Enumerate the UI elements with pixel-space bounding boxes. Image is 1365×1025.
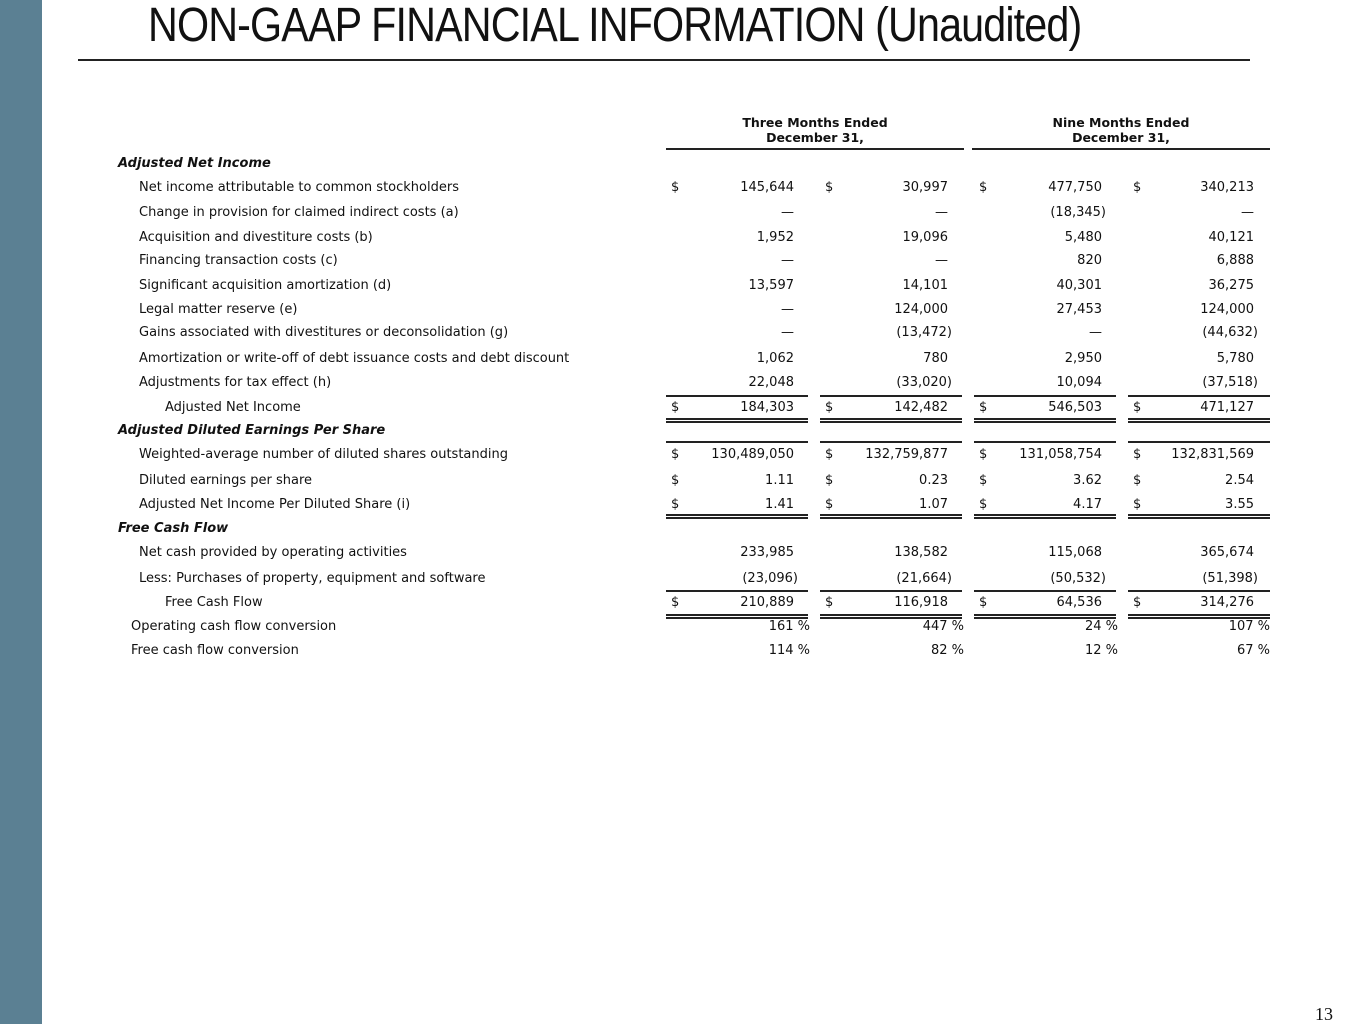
value-cell: 3.55 <box>1225 497 1254 512</box>
header-three-months-line1: Three Months Ended <box>742 115 888 130</box>
value-cell: 1.11 <box>765 473 794 488</box>
header-three-months-rule <box>666 148 964 150</box>
underline-rule <box>1128 418 1270 420</box>
value-cell: 24 % <box>1084 619 1118 634</box>
header-three-months <box>666 115 964 145</box>
underline-rule <box>1128 617 1270 619</box>
currency-symbol: $ <box>1133 595 1142 610</box>
underline-rule <box>666 514 808 516</box>
value-cell: 340,213 <box>1200 180 1254 195</box>
value-cell: 1.41 <box>765 497 794 512</box>
value-cell: 4.17 <box>1073 497 1102 512</box>
value-cell: 780 <box>923 351 948 366</box>
page-number: 13 <box>1315 1004 1333 1024</box>
currency-symbol: $ <box>671 447 680 462</box>
value-cell: 82 % <box>930 643 964 658</box>
value-cell: (13,472) <box>896 325 952 340</box>
value-cell: — <box>935 253 948 268</box>
section-heading: Free Cash Flow <box>118 521 229 536</box>
value-cell: 13,597 <box>748 278 794 293</box>
value-cell: 30,997 <box>902 180 948 195</box>
currency-symbol: $ <box>1133 447 1142 462</box>
value-cell: 40,121 <box>1208 230 1254 245</box>
value-cell: — <box>781 253 794 268</box>
value-cell: 131,058,754 <box>1019 447 1102 462</box>
value-cell: 477,750 <box>1048 180 1102 195</box>
value-cell: 124,000 <box>1200 302 1254 317</box>
value-cell: 233,985 <box>740 545 794 560</box>
currency-symbol: $ <box>979 595 988 610</box>
currency-symbol: $ <box>825 497 834 512</box>
value-cell: 471,127 <box>1200 400 1254 415</box>
value-cell: 22,048 <box>748 375 794 390</box>
underline-rule <box>666 517 808 519</box>
value-cell: — <box>781 205 794 220</box>
value-cell: 1.07 <box>919 497 948 512</box>
value-cell: 138,582 <box>894 545 948 560</box>
header-nine-months-rule <box>972 148 1270 150</box>
currency-symbol: $ <box>979 447 988 462</box>
underline-rule <box>974 441 1116 443</box>
value-cell: — <box>1089 325 1102 340</box>
value-cell: 145,644 <box>740 180 794 195</box>
underline-rule <box>974 517 1116 519</box>
currency-symbol: $ <box>671 595 680 610</box>
header-three-months-line2: December 31, <box>766 130 864 145</box>
underline-rule <box>820 441 962 443</box>
currency-symbol: $ <box>979 400 988 415</box>
value-cell: 64,536 <box>1056 595 1102 610</box>
underline-rule <box>820 517 962 519</box>
value-cell: 5,480 <box>1064 230 1102 245</box>
value-cell: 447 % <box>922 619 964 634</box>
header-nine-months-line2: December 31, <box>1072 130 1170 145</box>
currency-symbol: $ <box>979 180 988 195</box>
value-cell: — <box>935 205 948 220</box>
underline-rule <box>666 441 808 443</box>
row-label: Adjustments for tax effect (h) <box>139 375 332 390</box>
underline-rule <box>666 614 808 616</box>
underline-rule <box>974 614 1116 616</box>
value-cell: 116,918 <box>894 595 948 610</box>
underline-rule <box>666 421 808 423</box>
currency-symbol: $ <box>1133 497 1142 512</box>
row-label: Free Cash Flow <box>165 595 263 610</box>
value-cell: 142,482 <box>894 400 948 415</box>
header-nine-months-line1: Nine Months Ended <box>1052 115 1190 130</box>
currency-symbol: $ <box>671 473 680 488</box>
row-label: Free cash flow conversion <box>131 643 299 658</box>
value-cell: 0.23 <box>919 473 948 488</box>
value-cell: 365,674 <box>1200 545 1254 560</box>
value-cell: 114 % <box>768 643 810 658</box>
value-cell: (50,532) <box>1050 571 1106 586</box>
underline-rule <box>974 418 1116 420</box>
value-cell: 5,780 <box>1216 351 1254 366</box>
underline-rule <box>820 514 962 516</box>
row-label: Amortization or write-off of debt issuance costs and debt discount <box>139 351 570 366</box>
value-cell: 19,096 <box>902 230 948 245</box>
value-cell: 6,888 <box>1216 253 1254 268</box>
value-cell: (33,020) <box>896 375 952 390</box>
underline-rule <box>1128 614 1270 616</box>
currency-symbol: $ <box>979 497 988 512</box>
value-cell: 2,950 <box>1064 351 1102 366</box>
side-accent-bar <box>0 0 42 1024</box>
row-label: Change in provision for claimed indirect costs (a) <box>139 205 459 220</box>
value-cell: 820 <box>1077 253 1102 268</box>
underline-rule <box>1128 514 1270 516</box>
value-cell: 161 % <box>768 619 810 634</box>
row-label: Gains associated with divestitures or deconsolidation (g) <box>139 325 509 340</box>
currency-symbol: $ <box>825 180 834 195</box>
title-underline <box>78 59 1250 61</box>
currency-symbol: $ <box>671 180 680 195</box>
value-cell: (44,632) <box>1202 325 1258 340</box>
value-cell: 1,952 <box>756 230 794 245</box>
value-cell: — <box>781 325 794 340</box>
row-label: Financing transaction costs (c) <box>139 253 338 268</box>
underline-rule <box>1128 590 1270 592</box>
underline-rule <box>1128 441 1270 443</box>
value-cell: (23,096) <box>742 571 798 586</box>
value-cell: (51,398) <box>1202 571 1258 586</box>
currency-symbol: $ <box>1133 473 1142 488</box>
row-label: Acquisition and divestiture costs (b) <box>139 230 373 245</box>
currency-symbol: $ <box>1133 400 1142 415</box>
value-cell: (37,518) <box>1202 375 1258 390</box>
value-cell: 2.54 <box>1225 473 1254 488</box>
value-cell: 36,275 <box>1208 278 1254 293</box>
row-label: Operating cash flow conversion <box>131 619 337 634</box>
value-cell: 184,303 <box>740 400 794 415</box>
value-cell: 314,276 <box>1200 595 1254 610</box>
underline-rule <box>666 395 808 397</box>
value-cell: 115,068 <box>1048 545 1102 560</box>
currency-symbol: $ <box>671 497 680 512</box>
value-cell: 3.62 <box>1073 473 1102 488</box>
value-cell: 67 % <box>1236 643 1270 658</box>
underline-rule <box>666 590 808 592</box>
section-heading: Adjusted Diluted Earnings Per Share <box>118 423 386 438</box>
value-cell: — <box>1241 205 1254 220</box>
value-cell: 12 % <box>1084 643 1118 658</box>
row-label: Diluted earnings per share <box>139 473 313 488</box>
row-label: Weighted-average number of diluted shares outstanding <box>139 447 508 462</box>
currency-symbol: $ <box>825 473 834 488</box>
value-cell: 10,094 <box>1056 375 1102 390</box>
value-cell: 132,831,569 <box>1171 447 1254 462</box>
underline-rule <box>1128 517 1270 519</box>
value-cell: 14,101 <box>902 278 948 293</box>
value-cell: 107 % <box>1228 619 1270 634</box>
underline-rule <box>1128 395 1270 397</box>
value-cell: 210,889 <box>740 595 794 610</box>
row-label: Significant acquisition amortization (d) <box>139 278 392 293</box>
value-cell: (18,345) <box>1050 205 1106 220</box>
currency-symbol: $ <box>825 447 834 462</box>
underline-rule <box>820 395 962 397</box>
currency-symbol: $ <box>671 400 680 415</box>
currency-symbol: $ <box>1133 180 1142 195</box>
underline-rule <box>820 590 962 592</box>
currency-symbol: $ <box>825 400 834 415</box>
row-label: Legal matter reserve (e) <box>139 302 298 317</box>
page-title: NON-GAAP FINANCIAL INFORMATION (Unaudited) <box>148 0 1082 52</box>
underline-rule <box>820 614 962 616</box>
currency-symbol: $ <box>825 595 834 610</box>
value-cell: 40,301 <box>1056 278 1102 293</box>
underline-rule <box>820 421 962 423</box>
value-cell: — <box>781 302 794 317</box>
row-label: Adjusted Net Income <box>165 400 301 415</box>
underline-rule <box>820 418 962 420</box>
value-cell: 1,062 <box>756 351 794 366</box>
underline-rule <box>1128 421 1270 423</box>
value-cell: 27,453 <box>1056 302 1102 317</box>
row-label: Less: Purchases of property, equipment and software <box>139 571 486 586</box>
underline-rule <box>666 418 808 420</box>
underline-rule <box>820 617 962 619</box>
underline-rule <box>974 421 1116 423</box>
row-label: Adjusted Net Income Per Diluted Share (i) <box>139 497 411 512</box>
row-label: Net income attributable to common stockholders <box>139 180 459 195</box>
underline-rule <box>974 395 1116 397</box>
underline-rule <box>666 617 808 619</box>
value-cell: 130,489,050 <box>711 447 794 462</box>
section-heading: Adjusted Net Income <box>118 156 271 171</box>
currency-symbol: $ <box>979 473 988 488</box>
value-cell: 124,000 <box>894 302 948 317</box>
underline-rule <box>974 590 1116 592</box>
value-cell: 546,503 <box>1048 400 1102 415</box>
value-cell: (21,664) <box>896 571 952 586</box>
value-cell: 132,759,877 <box>865 447 948 462</box>
underline-rule <box>974 617 1116 619</box>
underline-rule <box>974 514 1116 516</box>
row-label: Net cash provided by operating activities <box>139 545 407 560</box>
header-nine-months <box>972 115 1270 145</box>
